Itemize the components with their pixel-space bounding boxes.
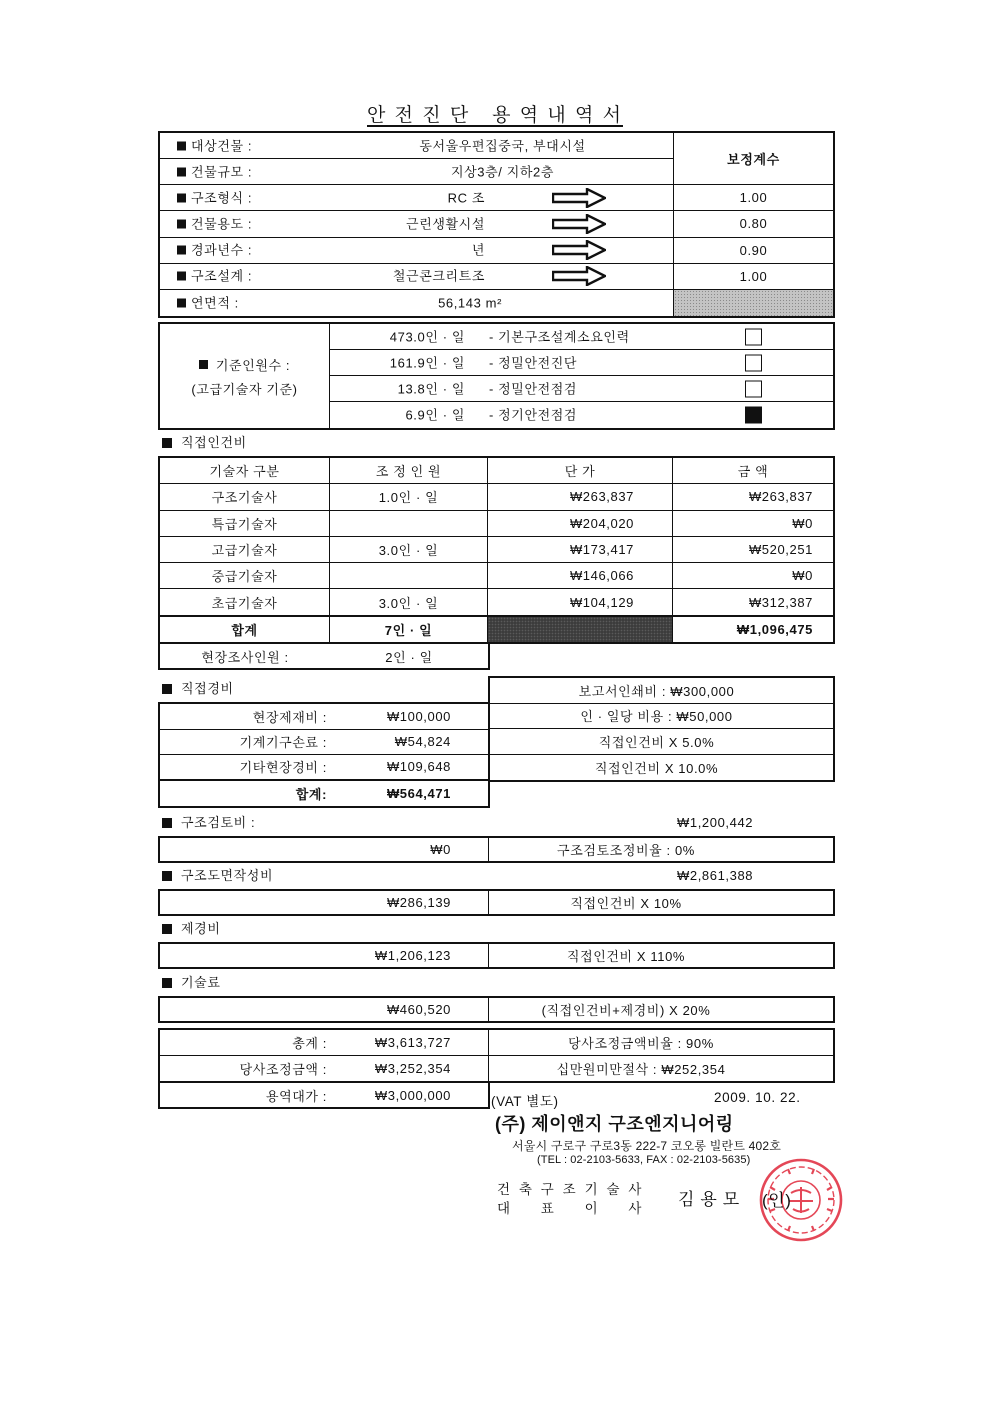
labor-amount: ₩312,387 <box>673 589 833 615</box>
personnel-row <box>330 324 833 350</box>
totals-label: 당사조정금액 : <box>239 1061 327 1077</box>
vat-note: (VAT 별도) <box>491 1094 559 1109</box>
expense-notes <box>488 676 835 782</box>
building-value: 철근콘크리트조 <box>392 268 485 284</box>
personnel-row <box>330 402 833 428</box>
square-bullet-icon <box>177 298 186 307</box>
building-label: 구조설계 : <box>191 268 253 284</box>
labor-amount: ₩520,251 <box>673 537 833 563</box>
building-label: 건물용도 : <box>191 216 253 232</box>
square-bullet-icon <box>162 978 172 988</box>
section-heading-text: 직접인건비 <box>181 435 247 450</box>
labor-grade: 고급기술자 <box>160 537 330 563</box>
section-heading-overhead <box>162 921 220 937</box>
section-heading-text: 제경비 <box>181 921 221 936</box>
labor-grade: 특급기술자 <box>160 511 330 537</box>
column-header: 금 액 <box>673 458 833 484</box>
checkbox-icon[interactable] <box>745 354 762 371</box>
standard-personnel-table <box>158 322 835 430</box>
labor-table <box>158 456 835 644</box>
overhead-note: 직접인건비 X 110% <box>488 944 833 967</box>
representative-name: 김 용 모 <box>678 1190 740 1209</box>
personnel-amount: 161.9인 · 일 <box>389 355 465 370</box>
right-arrow-icon <box>552 240 606 260</box>
expense-note: 직접인건비 X 5.0% <box>490 729 833 755</box>
personnel-amount: 13.8인 · 일 <box>397 381 465 396</box>
section-heading-labor <box>162 435 247 451</box>
square-bullet-icon <box>177 246 186 255</box>
drawing-value: ₩286,139 <box>386 895 451 910</box>
checkbox-icon[interactable] <box>745 407 762 424</box>
company-address: 서울시 구로구 구로3동 222-7 코오롱 빌란트 402호 <box>512 1139 782 1153</box>
labor-total-label: 합계 <box>160 616 330 642</box>
personnel-basis: (고급기술자 기준) <box>191 381 298 397</box>
expense-label: 기계기구손료 : <box>160 730 330 756</box>
square-bullet-icon <box>162 684 172 694</box>
building-label: 대상건물 : <box>191 138 253 154</box>
section-heading-expenses <box>162 681 234 697</box>
signer-title-engineer: 건 축 구 조 기 술 사 <box>497 1182 642 1197</box>
labor-unit-price: ₩104,129 <box>488 589 673 615</box>
section-heading-drawing <box>162 868 273 884</box>
expense-value: ₩100,000 <box>330 704 488 730</box>
labor-amount: ₩0 <box>673 511 833 537</box>
building-label: 구조형식 : <box>191 190 253 206</box>
building-row-structure-type <box>160 185 673 211</box>
building-label: 건물규모 : <box>191 164 253 180</box>
square-bullet-icon <box>177 167 186 176</box>
service-fee-label: 용역대가 : <box>265 1088 327 1104</box>
square-bullet-icon <box>177 219 186 228</box>
labor-grade: 구조기술사 <box>160 484 330 510</box>
overhead-value: ₩1,206,123 <box>374 948 451 963</box>
totals-note: 십만원미만절삭 : ₩252,354 <box>488 1056 833 1082</box>
company-name: (주) 제이앤지 구조엔지니어링 <box>495 1114 734 1134</box>
drawing-summary: ₩2,861,388 <box>677 868 754 883</box>
building-value: RC 조 <box>447 190 485 206</box>
labor-total-amount: ₩1,096,475 <box>673 616 833 642</box>
building-label: 연면적 : <box>191 295 239 311</box>
correction-factor: 1.00 <box>673 264 833 290</box>
document-date: 2009. 10. 22. <box>714 1090 801 1105</box>
section-heading-text: 구조도면작성비 <box>181 868 274 883</box>
shaded-cell <box>673 290 833 316</box>
totals-label: 총계 : <box>160 1030 330 1056</box>
labor-total-persons: 7인 · 일 <box>330 616 488 642</box>
column-header: 조 정 인 원 <box>330 458 488 484</box>
expense-note: 직접인건비 X 10.0% <box>594 760 719 776</box>
site-survey-persons: 2인 · 일 <box>385 649 433 665</box>
labor-persons <box>330 511 488 537</box>
drawing-row <box>158 889 835 916</box>
totals-value: ₩3,252,354 <box>374 1060 451 1076</box>
column-header: 기술자 구분 <box>160 458 330 484</box>
expense-total-label: 합계: <box>295 786 327 802</box>
square-bullet-icon <box>162 871 172 881</box>
structural-review-note: 구조검토조정비율 : 0% <box>488 838 833 861</box>
service-fee-value: ₩3,000,000 <box>374 1087 451 1103</box>
personnel-desc: - 기본구조설계소요인력 <box>489 329 630 344</box>
labor-amount: ₩0 <box>673 563 833 589</box>
labor-persons: 3.0인 · 일 <box>330 589 488 615</box>
labor-unit-price: ₩204,020 <box>488 511 673 537</box>
service-fee-row <box>158 1081 490 1109</box>
labor-unit-price: ₩173,417 <box>488 537 673 563</box>
right-arrow-icon <box>552 188 606 208</box>
structural-review-row <box>158 836 835 863</box>
seal-mark: (인) <box>762 1191 792 1210</box>
shaded-cell <box>488 616 673 642</box>
right-arrow-icon <box>552 214 606 234</box>
column-header: 단 가 <box>488 458 673 484</box>
building-row-target <box>160 133 673 159</box>
square-bullet-icon <box>162 818 172 828</box>
expense-value: ₩109,648 <box>330 755 488 781</box>
personnel-label-cell <box>160 324 330 428</box>
building-value: 지상3층/ 지하2층 <box>450 164 555 180</box>
expense-note: 보고서인쇄비 : ₩300,000 <box>490 678 833 704</box>
totals-table <box>158 1028 835 1083</box>
expense-table <box>158 702 490 808</box>
correction-factor: 0.90 <box>673 238 833 264</box>
expense-value: ₩54,824 <box>330 730 488 756</box>
building-value: 근린생활시설 <box>406 216 485 232</box>
building-row-design <box>160 264 673 290</box>
building-value: 56,143 m² <box>438 295 502 311</box>
labor-persons: 3.0인 · 일 <box>330 537 488 563</box>
labor-amount: ₩263,837 <box>673 484 833 510</box>
personnel-amount: 6.9인 · 일 <box>405 407 465 423</box>
labor-persons: 1.0인 · 일 <box>330 484 488 510</box>
labor-unit-price: ₩263,837 <box>488 484 673 510</box>
section-heading-tech-fee <box>162 975 220 991</box>
structural-review-value: ₩0 <box>430 842 451 857</box>
personnel-row <box>330 376 833 402</box>
site-survey-row <box>158 642 490 670</box>
totals-note: 당사조정금액비율 : 90% <box>488 1030 833 1056</box>
square-bullet-icon <box>162 924 172 934</box>
section-heading-text: 기술료 <box>181 975 221 990</box>
structural-review-summary: ₩1,200,442 <box>677 815 754 830</box>
signer-title-ceo: 대 표 이 사 <box>497 1201 642 1216</box>
labor-persons <box>330 563 488 589</box>
correction-factor: 0.80 <box>673 211 833 237</box>
company-contact: (TEL : 02-2103-5633, FAX : 02-2103-5635) <box>537 1154 751 1166</box>
correction-factor-header: 보정계수 <box>673 133 833 185</box>
building-row-age <box>160 238 673 264</box>
square-bullet-icon <box>162 438 172 448</box>
checkbox-icon[interactable] <box>745 380 762 397</box>
building-label: 경과년수 : <box>191 242 253 258</box>
expense-label: 현장제재비 : <box>160 704 330 730</box>
building-info-table <box>158 131 835 318</box>
correction-factor: 1.00 <box>673 185 833 211</box>
labor-grade: 중급기술자 <box>160 563 330 589</box>
building-value: 동서울우편집중국, 부대시설 <box>419 138 586 154</box>
tech-fee-row <box>158 996 835 1023</box>
tech-fee-value: ₩460,520 <box>386 1002 451 1017</box>
building-value: 년 <box>471 242 485 258</box>
personnel-label: 기준인원수 : <box>215 357 291 373</box>
document-title: 안 전 진 단 용 역 내 역 서 <box>367 105 623 126</box>
building-row-usage <box>160 211 673 237</box>
overhead-row <box>158 942 835 969</box>
personnel-amount: 473.0인 · 일 <box>389 329 465 344</box>
expense-label: 기타현장경비 : <box>160 755 330 781</box>
totals-value: ₩3,613,727 <box>330 1030 488 1056</box>
personnel-desc: - 정기안전점검 <box>489 407 578 423</box>
personnel-desc: - 정밀안전점검 <box>489 381 578 396</box>
personnel-row <box>330 350 833 376</box>
expense-total-value: ₩564,471 <box>386 785 451 801</box>
square-bullet-icon <box>177 193 186 202</box>
square-bullet-icon <box>199 360 208 369</box>
checkbox-icon[interactable] <box>745 328 762 345</box>
building-row-floor-area <box>160 290 673 316</box>
section-heading-structural-review <box>162 815 255 831</box>
expense-note: 인 · 일당 비용 : ₩50,000 <box>490 704 833 730</box>
building-row-scale <box>160 159 673 185</box>
drawing-note: 직접인건비 X 10% <box>488 891 833 914</box>
square-bullet-icon <box>177 272 186 281</box>
square-bullet-icon <box>177 141 186 150</box>
site-survey-label: 현장조사인원 : <box>201 649 289 665</box>
tech-fee-note: (직접인건비+제경비) X 20% <box>488 998 833 1021</box>
labor-grade: 초급기술자 <box>160 589 330 615</box>
personnel-desc: - 정밀안전진단 <box>489 355 578 370</box>
section-heading-text: 구조검토비 : <box>181 815 256 830</box>
labor-unit-price: ₩146,066 <box>488 563 673 589</box>
right-arrow-icon <box>552 266 606 286</box>
section-heading-text: 직접경비 <box>181 681 234 696</box>
